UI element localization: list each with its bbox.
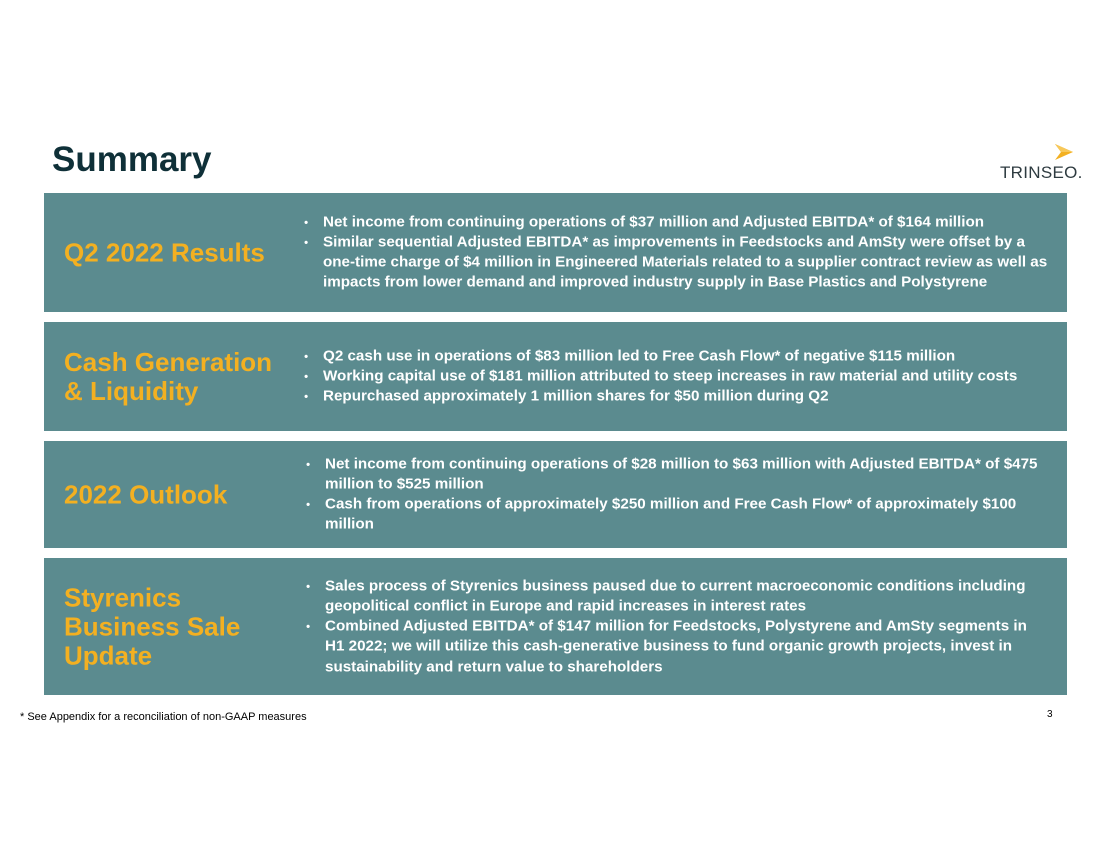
bullet-item: • Net income from continuing operations of $37 million and Adjusted EBITDA* of $164 million bbox=[304, 212, 1049, 232]
bullet-item: • Similar sequential Adjusted EBITDA* as improvements in Feedstocks and AmSty were offset by a one-time charge of $4 million in Engineered Materials related to a supplier contract review as well as impacts from lower demand and improved industry supply in Base Plastics and Polystyrene bbox=[304, 232, 1049, 293]
section-label: Cash Generation & Liquidity bbox=[64, 346, 273, 406]
bullet-list bbox=[306, 454, 1049, 535]
bullet-item: • Q2 cash use in operations of $83 million led to Free Cash Flow* of negative $115 million bbox=[304, 346, 1049, 366]
page-title: Summary bbox=[52, 140, 212, 179]
bullet-list bbox=[306, 576, 1049, 677]
bullet-item: • Cash from operations of approximately $250 million and Free Cash Flow* of approximately $100 million bbox=[306, 495, 1049, 536]
bullet-item: • Repurchased approximately 1 million shares for $50 million during Q2 bbox=[304, 387, 1049, 407]
bullet-list bbox=[304, 212, 1049, 293]
bullet-item: • Combined Adjusted EBITDA* of $147 million for Feedstocks, Polystyrene and AmSty segments in H1 2022; we will utilize this cash-generative business to fund organic growth projects, invest in sustainability and return value to shareholders bbox=[306, 616, 1049, 677]
section-q2-results bbox=[44, 193, 1067, 312]
bullet-item: • Sales process of Styrenics business paused due to current macroeconomic conditions including geopolitical conflict in Europe and rapid increases in interest rates bbox=[306, 576, 1049, 617]
bullet-list bbox=[304, 346, 1049, 407]
section-cash-generation bbox=[44, 322, 1067, 431]
chevron-arrow-icon bbox=[1055, 144, 1073, 160]
section-label: Q2 2022 Results bbox=[64, 237, 265, 267]
section-styrenics-sale bbox=[44, 558, 1067, 695]
bullet-item: • Working capital use of $181 million attributed to steep increases in raw material and utility costs bbox=[304, 366, 1049, 386]
trinseo-logo bbox=[1000, 144, 1083, 184]
section-label: 2022 Outlook bbox=[64, 479, 228, 509]
section-outlook bbox=[44, 441, 1067, 548]
logo-text: TRINSEO. bbox=[1000, 163, 1083, 182]
page-number: 3 bbox=[1047, 709, 1053, 720]
bullet-item: • Net income from continuing operations of $28 million to $63 million with Adjusted EBITDA* of $475 million to $525 million bbox=[306, 454, 1049, 495]
section-label: Styrenics Business Sale Update bbox=[64, 582, 241, 670]
footnote: * See Appendix for a reconciliation of non-GAAP measures bbox=[20, 711, 307, 723]
